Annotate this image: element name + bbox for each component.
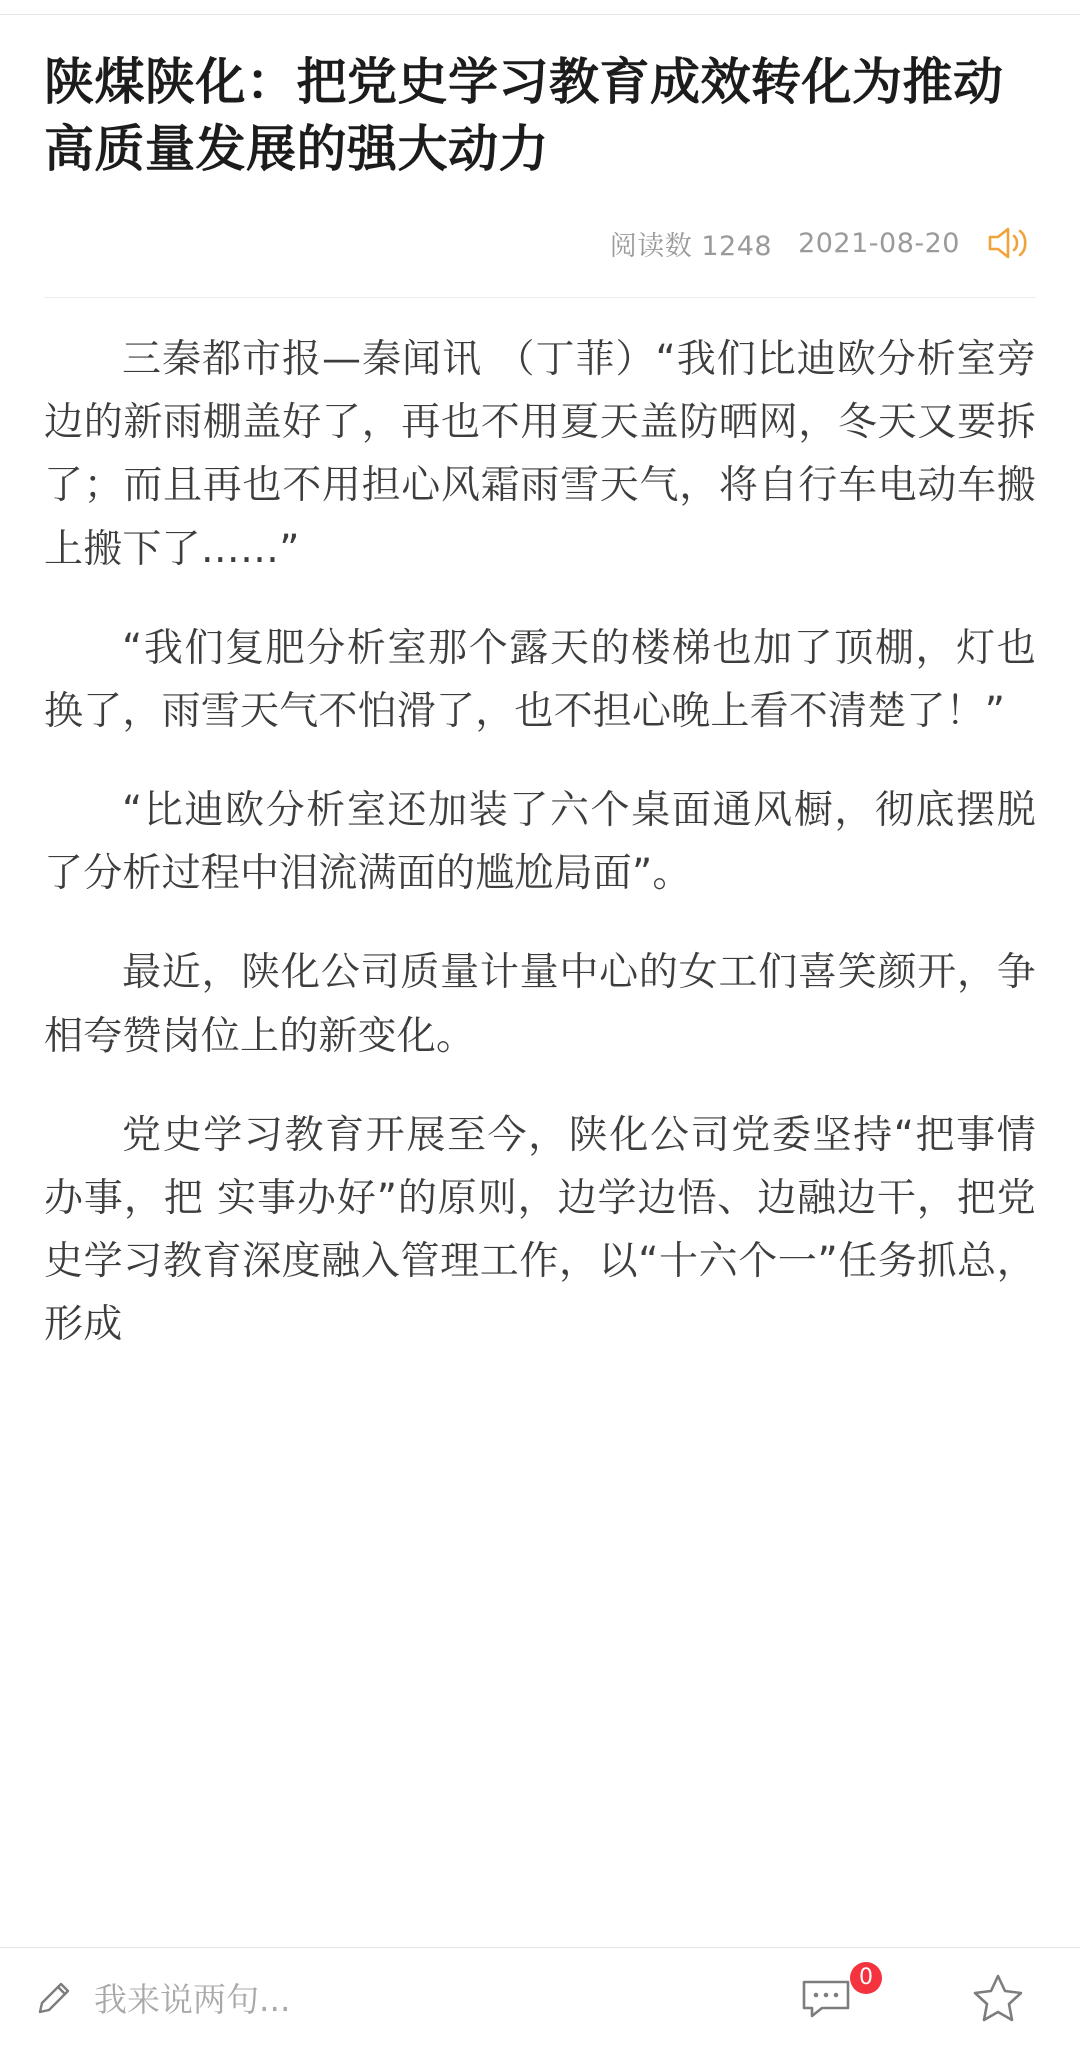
meta-divider [44,297,1036,298]
comment-input[interactable] [36,1974,800,2021]
article-body [44,328,1036,1356]
bottom-bar-actions [800,1964,1044,2024]
top-bar [0,0,1080,15]
comment-button[interactable] [800,1964,873,2020]
speaker-icon[interactable] [986,223,1032,263]
article-paragraph: 三秦都市报—秦闻讯 （丁菲）“我们比迪欧分析室旁边的新雨棚盖好了，再也不用夏天盖防晒网，冬天又要拆了；而且再也不用担心风霜雨雪天气，将自行车电动车搬上搬下了……” [44,337,1036,572]
article-paragraph: “比迪欧分析室还加装了六个桌面通风橱，彻底摆脱了分析过程中泪流满面的尴尬局面”。 [44,788,1036,897]
article-paragraph: “我们复肥分析室那个露天的楼梯也加了顶棚，灯也换了，雨雪天气不怕滑了，也不担心晚上看不清楚了！” [44,625,1036,734]
page-title: 陕煤陕化：把党史学习教育成效转化为推动高质量发展的强大动力 [44,53,1004,178]
comment-placeholder: 我来说两句... [94,1980,291,2019]
article-paragraph: 最近，陕化公司质量计量中心的女工们喜笑颜开，争相夸赞岗位上的新变化。 [44,950,1036,1059]
comment-count-badge: 0 [850,1962,882,1994]
article-meta [44,223,1036,263]
article-content [0,15,1080,1947]
pencil-icon [36,1980,72,2016]
publish-date: 2021-08-20 [798,227,960,259]
favorite-button[interactable] [972,1972,1024,2024]
bottom-action-bar [0,1947,1080,2047]
read-count: 阅读数 1248 [609,230,773,262]
article-paragraph: 党史学习教育开展至今，陕化公司党委坚持“把事情办事，把 实事办好”的原则，边学边悟、边融边干，把党史学习教育深度融入管理工作，以“十六个一”任务抓总，形成 [44,1112,1036,1348]
